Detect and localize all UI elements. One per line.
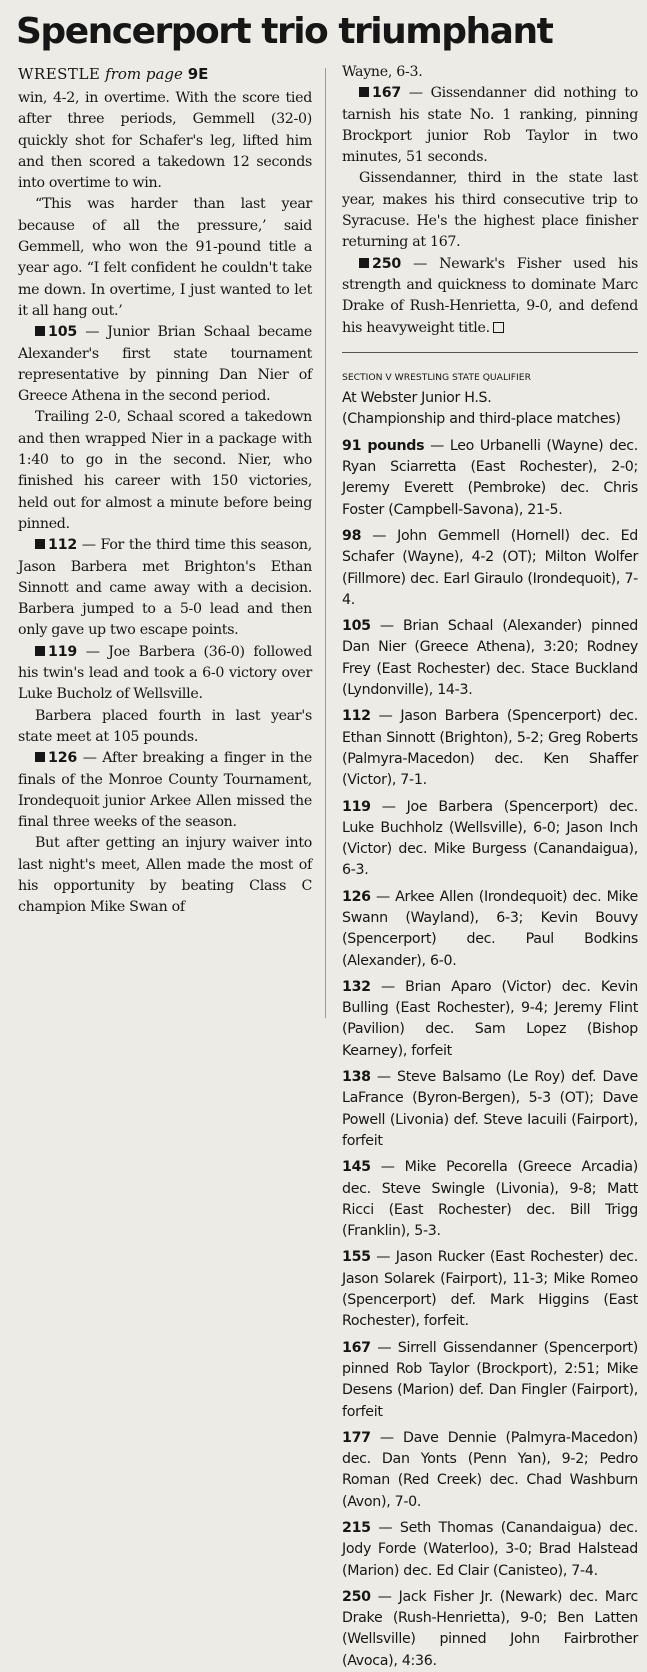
jump-word: WRESTLE <box>18 65 101 83</box>
paragraph-text: Trailing 2-0, Schaal scored a takedown and then wrapped Nier in a package with 1:40 to go in the second. Nier, who finished his career with 150 victories, held out for almost a minute before being pinned. <box>18 409 312 532</box>
bullet-square-icon <box>35 752 45 762</box>
headline: Spencerport trio triumphant <box>16 11 553 52</box>
weight-class-label: 126 <box>48 750 78 767</box>
result-row <box>342 1587 638 1672</box>
result-weight: 155 <box>342 1249 371 1266</box>
column-divider <box>325 68 326 1018</box>
result-text: — Leo Urbanelli (Wayne) dec. Ryan Sciarretta (East Rochester), 2-0; Jeremy Everett (Pembroke) dec. Chris Foster (Campbell-Savona), 21-5. <box>342 437 639 518</box>
results-title: SECTION V WRESTLING STATE QUALIFIER <box>342 371 531 383</box>
result-text: — Arkee Allen (Irondequoit) dec. Mike Swann (Wayland), 6-3; Kevin Bouvy (Spencerport) dec. Paul Bodkins (Alexander), 6-0. <box>342 888 638 969</box>
weight-class-label: 250 <box>372 255 402 272</box>
paragraph-text: — Newark's Fisher used his strength and quickness to dominate Marc Drake of Rush-Henrietta, 9-0, and defend his heavyweight title. <box>342 255 639 336</box>
bullet-square-icon <box>35 646 45 656</box>
jump-page-link[interactable]: 9E <box>187 65 209 83</box>
weight-class-label: 167 <box>372 85 402 102</box>
bullet-square-icon <box>359 87 369 97</box>
result-row <box>342 887 638 972</box>
paragraph-text: win, 4-2, in overtime. With the score tied after three periods, Gemmell (32-0) quickly shot for Schafer's leg, lifted him and then scored a takedown 12 seconds into overtime to win. <box>18 90 312 192</box>
paragraph-text: — After breaking a finger in the finals of the Monroe County Tournament, Irondequoit junior Arkee Allen missed the final three weeks of the season. <box>18 750 312 831</box>
results-note: (Championship and third-place matches) <box>342 411 621 428</box>
result-weight: 250 <box>342 1588 371 1605</box>
result-row <box>342 1338 638 1423</box>
result-weight: 98 <box>342 527 362 544</box>
weight-class-label: 119 <box>48 643 78 660</box>
result-weight: 112 <box>342 708 371 725</box>
article-paragraph <box>18 833 312 918</box>
article-left-column <box>18 62 312 919</box>
result-text: — Mike Pecorella (Greece Arcadia) dec. Steve Swingle (Livonia), 9-8; Matt Ricci (East Rochester) dec. Bill Trigg (Franklin), 5-3. <box>342 1159 638 1240</box>
result-weight: 145 <box>342 1159 371 1176</box>
result-text: — Jason Barbera (Spencerport) dec. Ethan Sinnott (Brighton), 5-2; Greg Roberts (Palmyra-Macedon) dec. Ken Shaffer (Victor), 7-1. <box>342 708 638 789</box>
results-list <box>342 436 638 1672</box>
article-paragraph <box>18 706 312 749</box>
paragraph-text: — Gissendanner did nothing to tarnish his state No. 1 ranking, pinning Brockport junior Rob Taylor in two minutes, 51 seconds. <box>342 85 638 166</box>
result-text: — Brian Schaal (Alexander) pinned Dan Nier (Greece Athena), 3:20; Rodney Frey (East Rochester) dec. Stace Buckland (Lyndonville), 14-3. <box>342 618 638 699</box>
result-row <box>342 1157 638 1242</box>
result-row <box>342 1067 638 1152</box>
result-row <box>342 977 638 1062</box>
article-paragraph <box>342 168 638 253</box>
paragraph-text: “This was harder than last year because of all the pressure,’ said Gemmell, who won the 91-pound title a year ago. “I felt confident he couldn't take me down. In overtime, I just wanted to let it all hang out.’ <box>18 196 312 319</box>
result-row <box>342 1247 638 1332</box>
paragraph-text: — Junior Brian Schaal became Alexander's first state tournament representative by pinning Dan Nier of Greece Athena in the second period. <box>18 324 312 405</box>
paragraph-text: — For the third time this season, Jason Barbera met Brighton's Ethan Sinnott and came away with a decision. Barbera jumped to a 5-0 lead and then only gave up two escape points. <box>18 537 312 639</box>
result-row <box>342 797 638 882</box>
article-paragraph <box>18 748 312 833</box>
result-row <box>342 1518 638 1582</box>
jump-from: from page <box>105 65 183 83</box>
result-weight: 91 pounds <box>342 437 425 454</box>
result-text: — Seth Thomas (Canandaigua) dec. Jody Forde (Waterloo), 3-0; Brad Halstead (Marion) dec. Ed Clair (Canisteo), 7-4. <box>342 1520 638 1579</box>
result-text: — Brian Aparo (Victor) dec. Kevin Bulling (East Rochester), 9-4; Jeremy Flint (Pavilion) dec. Sam Lopez (Bishop Kearney), forfeit <box>342 978 638 1059</box>
paragraph-text: Gissendanner, third in the state last year, makes his third consecutive trip to Syracuse. He's the highest place finisher returning at 167. <box>342 170 638 251</box>
result-row <box>342 1428 638 1513</box>
section-divider <box>342 352 638 353</box>
article-paragraph <box>342 254 638 339</box>
article-paragraph <box>18 535 312 641</box>
left-paragraphs <box>18 88 312 919</box>
result-weight: 167 <box>342 1339 371 1356</box>
article-paragraph <box>18 407 312 535</box>
result-weight: 177 <box>342 1429 371 1446</box>
results-box <box>342 367 638 1672</box>
weight-class-label: 105 <box>48 324 78 341</box>
paragraph-text: Barbera placed fourth in last year's state meet at 105 pounds. <box>18 707 312 745</box>
result-row <box>342 526 638 611</box>
result-text: — Dave Dennie (Palmyra-Macedon) dec. Dan Yonts (Penn Yan), 9-2; Pedro Roman (Red Creek) dec. Chad Washburn (Avon), 7-0. <box>342 1429 638 1510</box>
jump-line <box>18 62 312 86</box>
result-row <box>342 436 638 521</box>
result-row <box>342 616 638 701</box>
bullet-square-icon <box>35 326 45 336</box>
result-weight: 119 <box>342 798 371 815</box>
result-text: — Jason Rucker (East Rochester) dec. Jason Solarek (Fairport), 11-3; Mike Romeo (Spencerport) def. Mark Higgins (East Rochester), forfeit. <box>342 1249 638 1330</box>
article-paragraph <box>18 322 312 407</box>
result-row <box>342 706 638 791</box>
article-paragraph <box>342 62 638 83</box>
end-of-story-icon <box>493 322 504 333</box>
result-weight: 215 <box>342 1520 371 1536</box>
article-paragraph <box>18 88 312 194</box>
article-right-column <box>342 62 638 1672</box>
result-text: — Steve Balsamo (Le Roy) def. Dave LaFrance (Byron-Bergen), 5-3 (OT); Dave Powell (Livonia) def. Steve Iacuili (Fairport), forfeit <box>342 1069 638 1149</box>
result-weight: 105 <box>342 618 371 635</box>
article-paragraph <box>18 194 312 322</box>
result-text: — Sirrell Gissendanner (Spencerport) pinned Rob Taylor (Brockport), 2:51; Mike Desens (Marion) def. Dan Fingler (Fairport), forfeit <box>342 1339 638 1420</box>
result-text: — Jack Fisher Jr. (Newark) dec. Marc Drake (Rush-Henrietta), 9-0; Ben Latten (Wellsville) pinned John Fairbrother (Avoca), 4:36. <box>342 1588 638 1669</box>
article-paragraph <box>18 642 312 706</box>
result-text: — Joe Barbera (Spencerport) dec. Luke Buchholz (Wellsville), 6-0; Jason Inch (Victor) dec. Mike Burgess (Canandaigua), 6-3. <box>342 798 638 879</box>
result-weight: 126 <box>342 888 371 905</box>
paragraph-text: — Joe Barbera (36-0) followed his twin's lead and took a 6-0 victory over Luke Bucholz of Wellsville. <box>18 643 312 703</box>
article-paragraph <box>342 83 638 168</box>
bullet-square-icon <box>359 258 369 268</box>
paragraph-text: Wayne, 6-3. <box>342 64 423 80</box>
weight-class-label: 112 <box>48 537 78 554</box>
result-weight: 132 <box>342 978 371 995</box>
bullet-square-icon <box>35 539 45 549</box>
result-text: — John Gemmell (Hornell) dec. Ed Schafer (Wayne), 4-2 (OT); Milton Wolfer (Fillmore) dec. Earl Giraulo (Irondequoit), 7-4. <box>342 527 638 608</box>
results-location: At Webster Junior H.S. <box>342 390 492 407</box>
paragraph-text: But after getting an injury waiver into last night's meet, Allen made the most of his opportunity by beating Class C champion Mike Swan of <box>18 835 312 916</box>
result-weight: 138 <box>342 1069 371 1086</box>
right-paragraphs <box>342 62 638 339</box>
